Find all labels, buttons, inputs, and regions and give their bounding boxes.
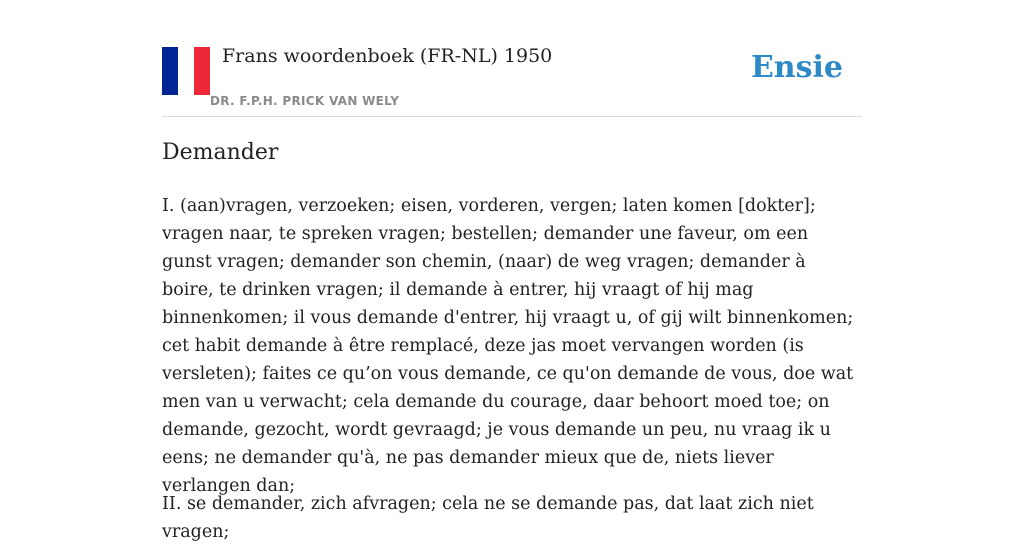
- definition-paragraph-2: II. se demander, zich afvragen; cela ne se demande pas, dat laat zich niet vragen;: [162, 494, 814, 542]
- flag-stripe-red: [194, 47, 210, 95]
- dictionary-entry: [162, 0, 862, 542]
- flag-stripe-white: [178, 47, 194, 95]
- dictionary-title[interactable]: Frans woordenboek (FR-NL) 1950: [222, 45, 553, 67]
- flag-stripe-blue: [162, 47, 178, 95]
- headword: Demander: [162, 140, 279, 165]
- ensie-logo[interactable]: Ensie: [750, 50, 843, 85]
- entry-header: [162, 0, 862, 117]
- french-flag-icon: [162, 47, 210, 95]
- dictionary-author: DR. F.P.H. PRICK VAN WELY: [210, 94, 400, 108]
- definition-paragraph-1: I. (aan)vragen, verzoeken; eisen, vorderen, vergen; laten komen [dokter]; vragen naar, te spreken vragen; bestellen; demander une faveur, om een gunst vragen; demander son chemin, (naar) de weg vragen; demander à boire, te drinken vragen; il demande à entrer, hij vraagt of hij mag binnenkomen; il vous demande d'entrer, hij vraagt u, of gij wilt binnenkomen; cet habit demande à être remplacé, deze jas moet vervangen worden (is versleten); faites ce qu’on vous demande, ce qu'on demande de vous, doe wat men van u verwacht; cela demande du courage, daar behoort moed toe; on demande, gezocht, wordt gevraagd; je vous demande un peu, nu vraag ik u eens; ne demander qu'à, ne pas demander mieux que de, niets liever verlangen dan;: [162, 196, 854, 496]
